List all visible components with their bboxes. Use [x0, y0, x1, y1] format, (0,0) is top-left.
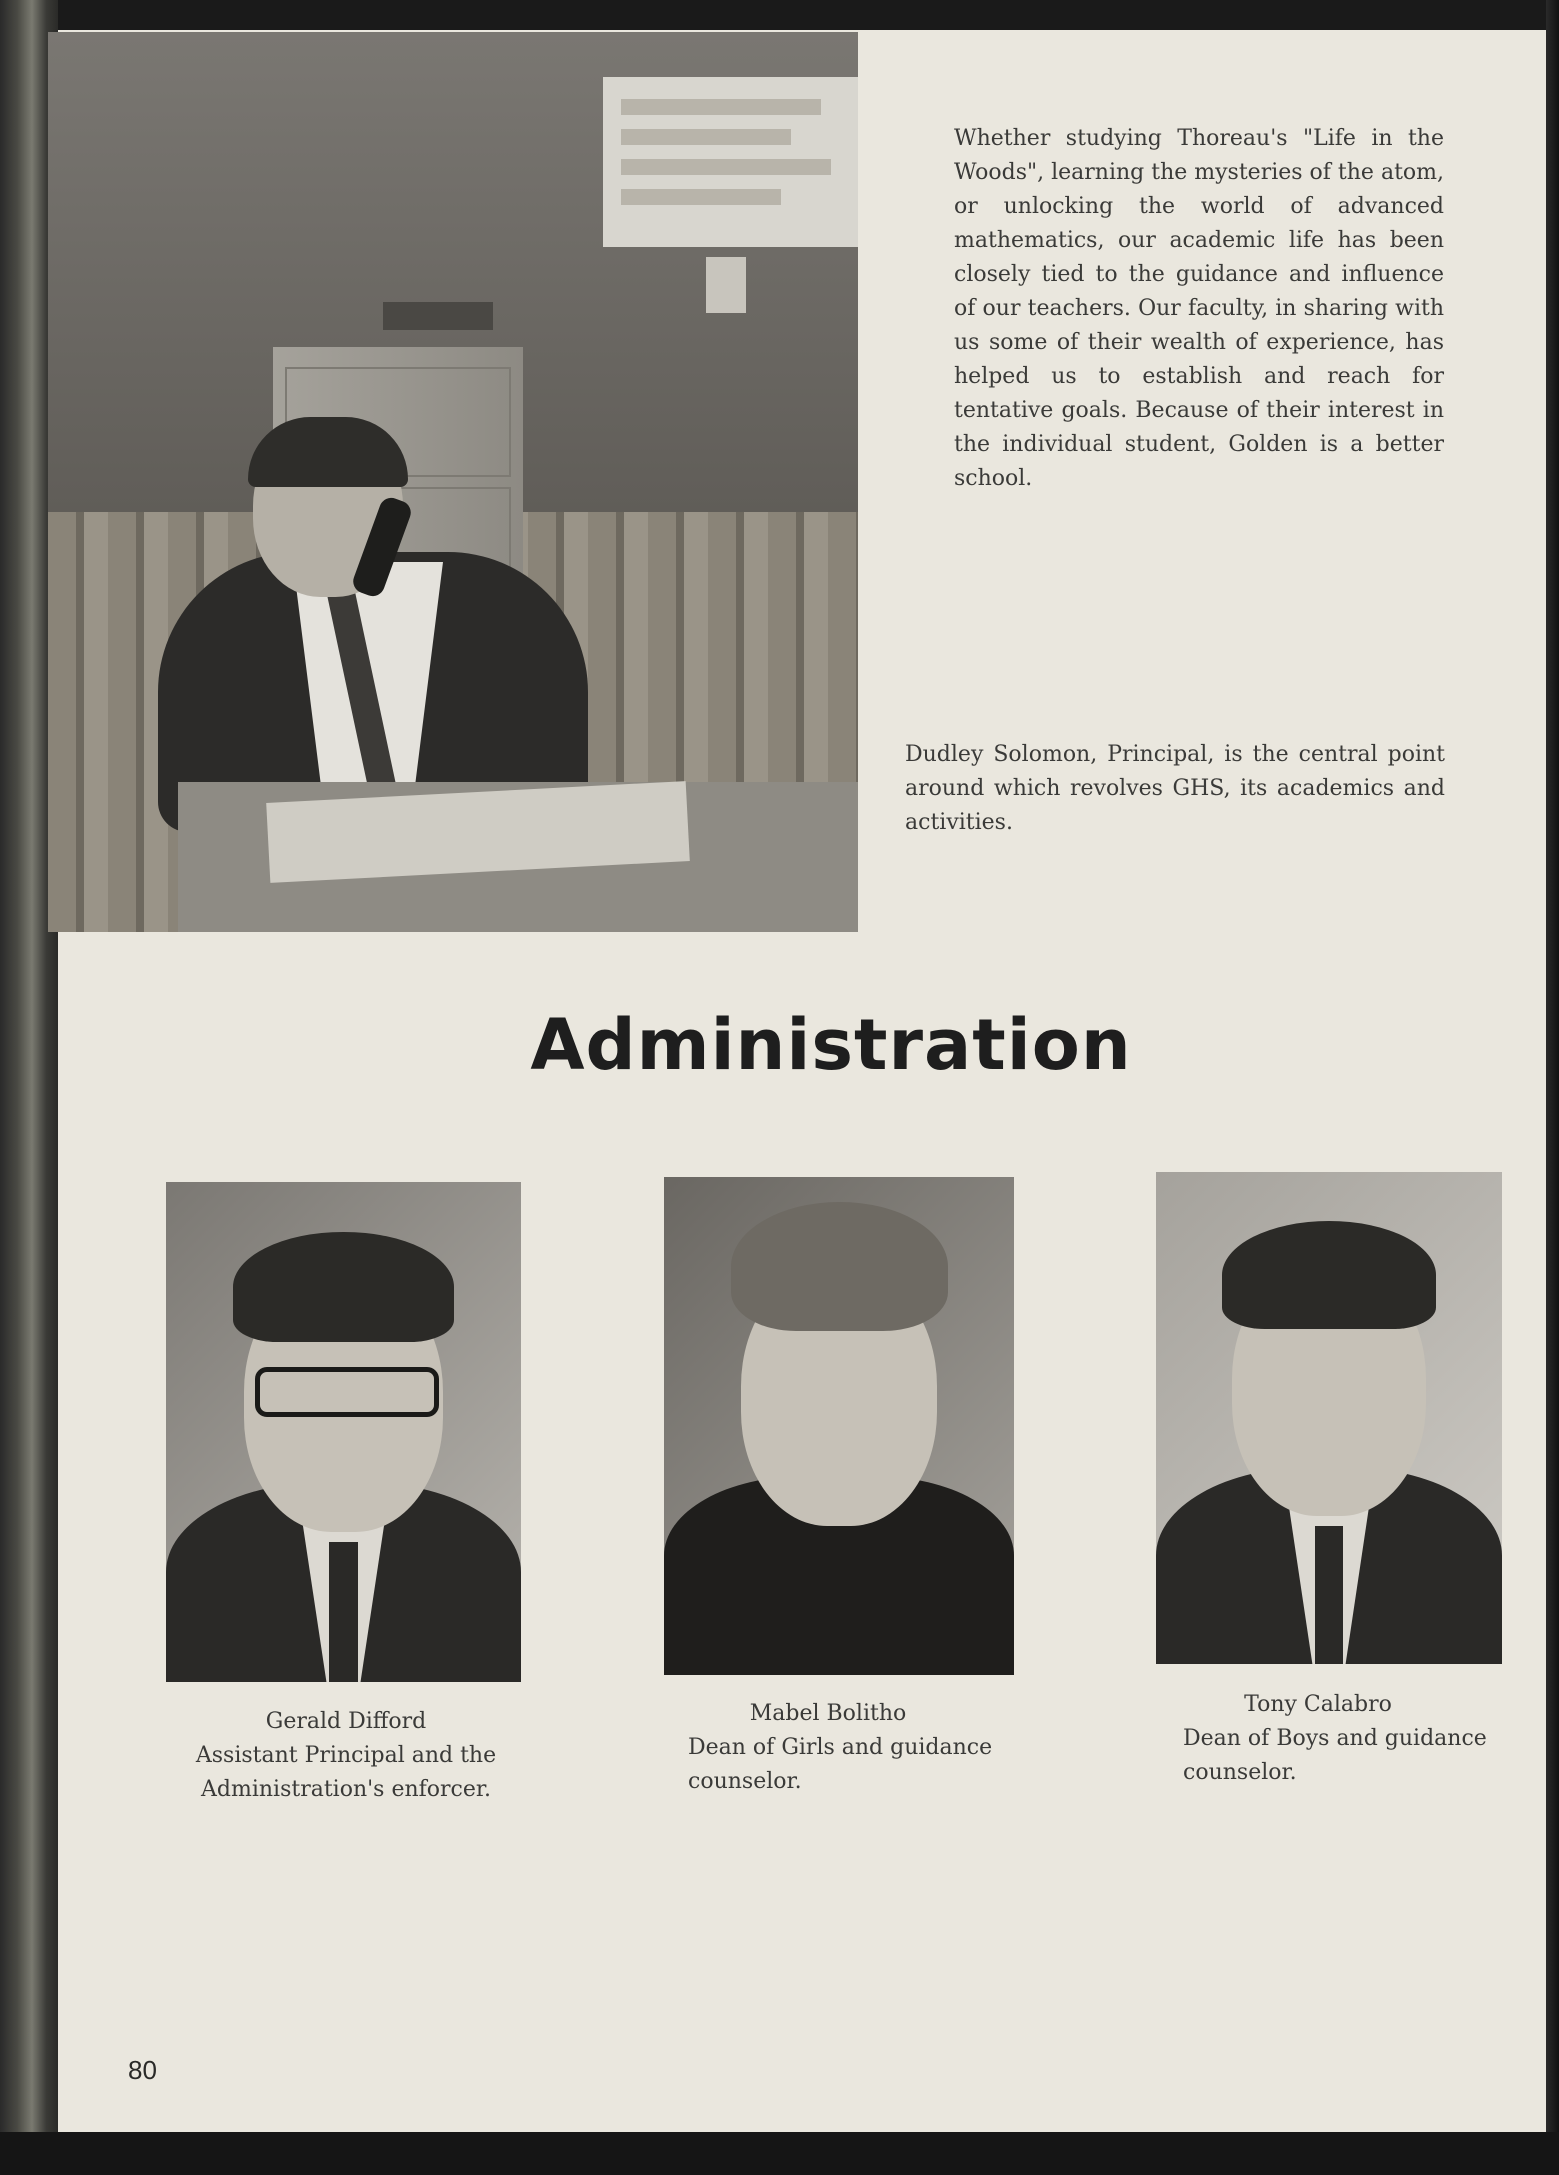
- caption-tony-calabro: [1183, 1688, 1503, 1790]
- top-border: [0, 0, 1559, 30]
- portrait-tony-calabro: [1156, 1172, 1502, 1664]
- page-edge: [1546, 0, 1559, 2175]
- portrait-gerald-difford: [166, 1182, 521, 1682]
- bottom-border: [0, 2132, 1559, 2175]
- caption-mabel-bolitho: [688, 1697, 1008, 1799]
- portrait-mabel-bolitho: [664, 1177, 1014, 1675]
- wall-sign: [603, 77, 858, 247]
- staff-name: Tony Calabro: [1244, 1692, 1392, 1717]
- principal-office-photo: [48, 32, 858, 932]
- principal-caption: Dudley Solomon, Principal, is the central point around which revolves GHS, its academics and activities.: [905, 742, 1445, 835]
- staff-name: Gerald Difford: [265, 1709, 427, 1734]
- staff-role: Dean of Girls and guidance counselor.: [688, 1735, 993, 1794]
- staff-role: Dean of Boys and guidance counselor.: [1183, 1726, 1487, 1785]
- page-number: 80: [128, 2055, 157, 2085]
- caption-gerald-difford: [166, 1705, 526, 1807]
- section-title: Administration: [530, 1004, 1132, 1086]
- staff-name: Mabel Bolitho: [749, 1701, 907, 1726]
- staff-role: Assistant Principal and the Administration's enforcer.: [195, 1743, 497, 1802]
- intro-paragraph: Whether studying Thoreau's "Life in the Woods", learning the mysteries of the atom, or unlocking the world of advanced mathematics, our academic life has been closely tied to the guidance and influence of our teachers. Our faculty, in sharing with us some of their wealth of experience, has helped us to establish and reach for tentative goals. Because of their interest in the individual student, Golden is a better school.: [954, 126, 1445, 491]
